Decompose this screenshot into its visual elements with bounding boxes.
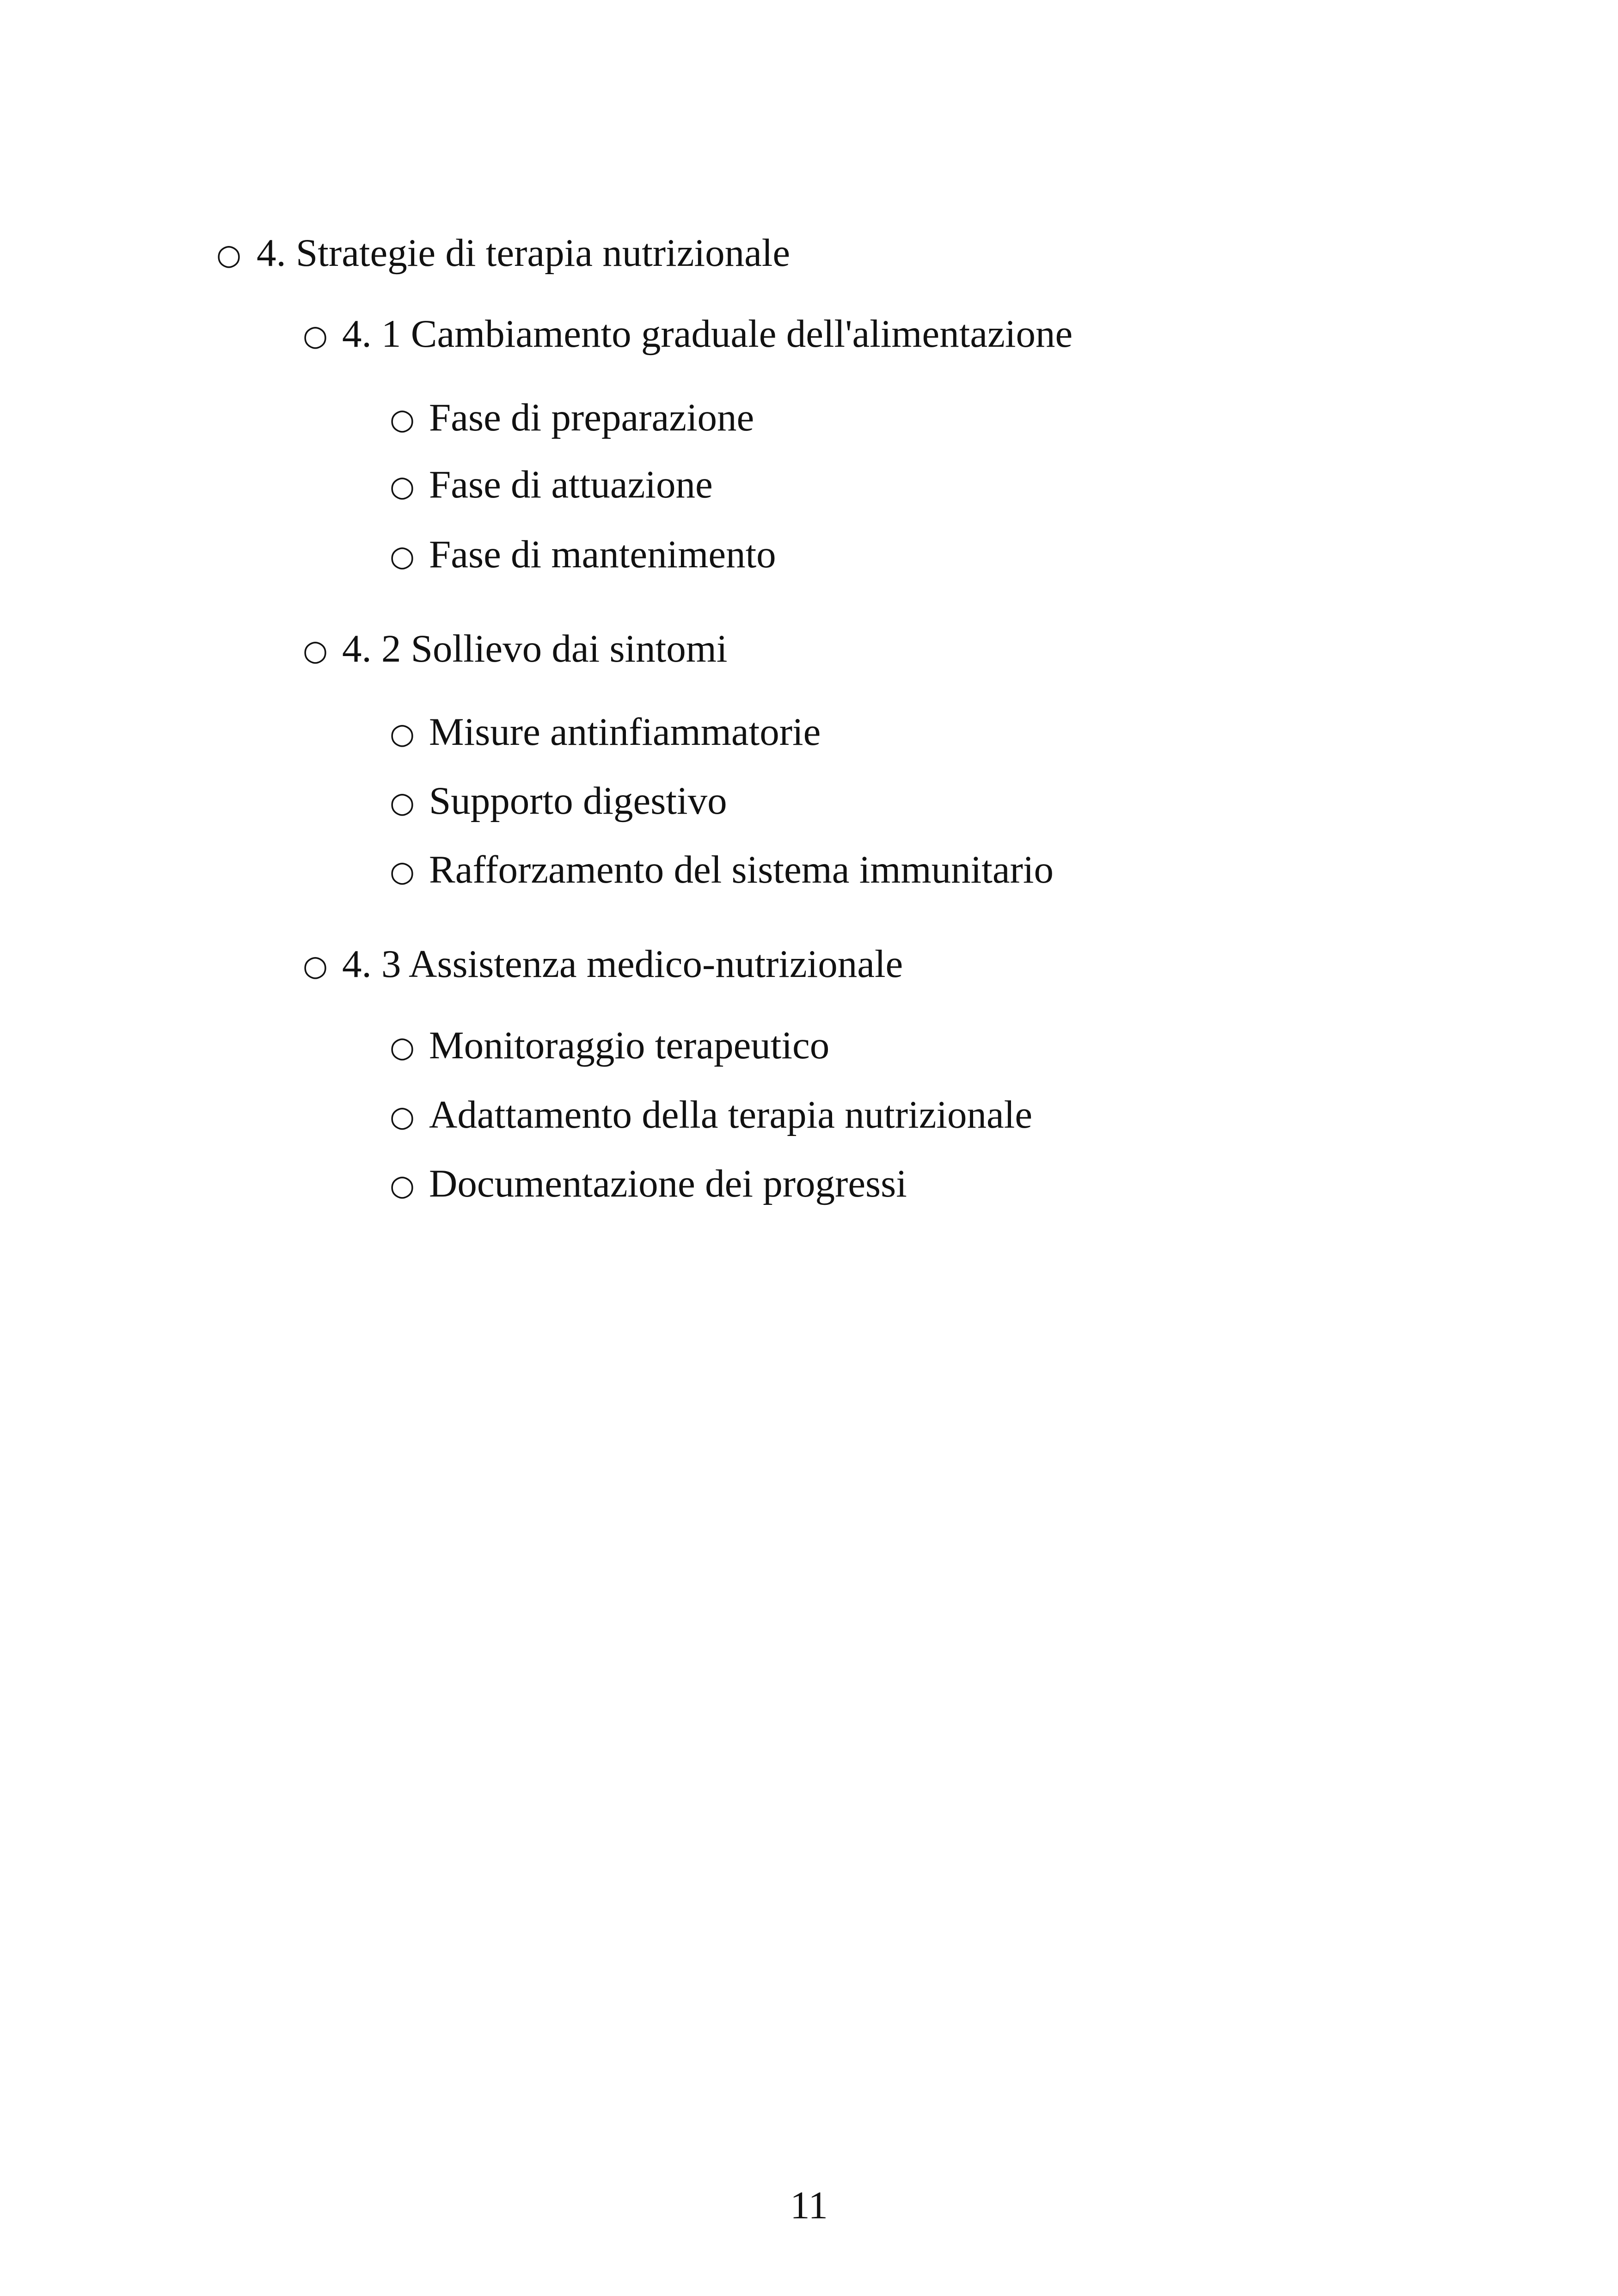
list-item: Fase di mantenimento	[429, 533, 776, 576]
bullet-icon: ○	[216, 238, 242, 271]
bullet-icon: ○	[303, 319, 328, 352]
bullet-icon: ○	[303, 949, 328, 982]
bullet-icon: ○	[390, 1099, 415, 1133]
bullet-icon: ○	[390, 786, 415, 819]
outline-root-item: 4. Strategie di terapia nutrizionale	[257, 231, 791, 275]
list-item: Documentazione dei progressi	[429, 1162, 907, 1205]
bullet-icon: ○	[390, 539, 415, 573]
section-title: 4. 2 Sollievo dai sintomi	[342, 627, 728, 670]
bullet-icon: ○	[390, 1030, 415, 1064]
bullet-icon: ○	[390, 854, 415, 888]
bullet-icon: ○	[390, 469, 415, 503]
bullet-icon: ○	[390, 402, 415, 436]
section-title: 4. 1 Cambiamento graduale dell'alimentazione	[342, 312, 1073, 356]
bullet-icon: ○	[390, 717, 415, 750]
list-item: Fase di preparazione	[429, 396, 754, 439]
list-item: Misure antinfiammatorie	[429, 710, 821, 754]
list-item: Monitoraggio terapeutico	[429, 1024, 830, 1067]
bullet-icon: ○	[303, 633, 328, 667]
list-item: Adattamento della terapia nutrizionale	[429, 1093, 1033, 1136]
bullet-icon: ○	[390, 1168, 415, 1202]
section-title: 4. 3 Assistenza medico-nutrizionale	[342, 942, 903, 986]
list-item: Fase di attuazione	[429, 463, 713, 506]
list-item: Rafforzamento del sistema immunitario	[429, 848, 1054, 891]
page-number: 11	[790, 2184, 828, 2227]
list-item: Supporto digestivo	[429, 779, 727, 823]
